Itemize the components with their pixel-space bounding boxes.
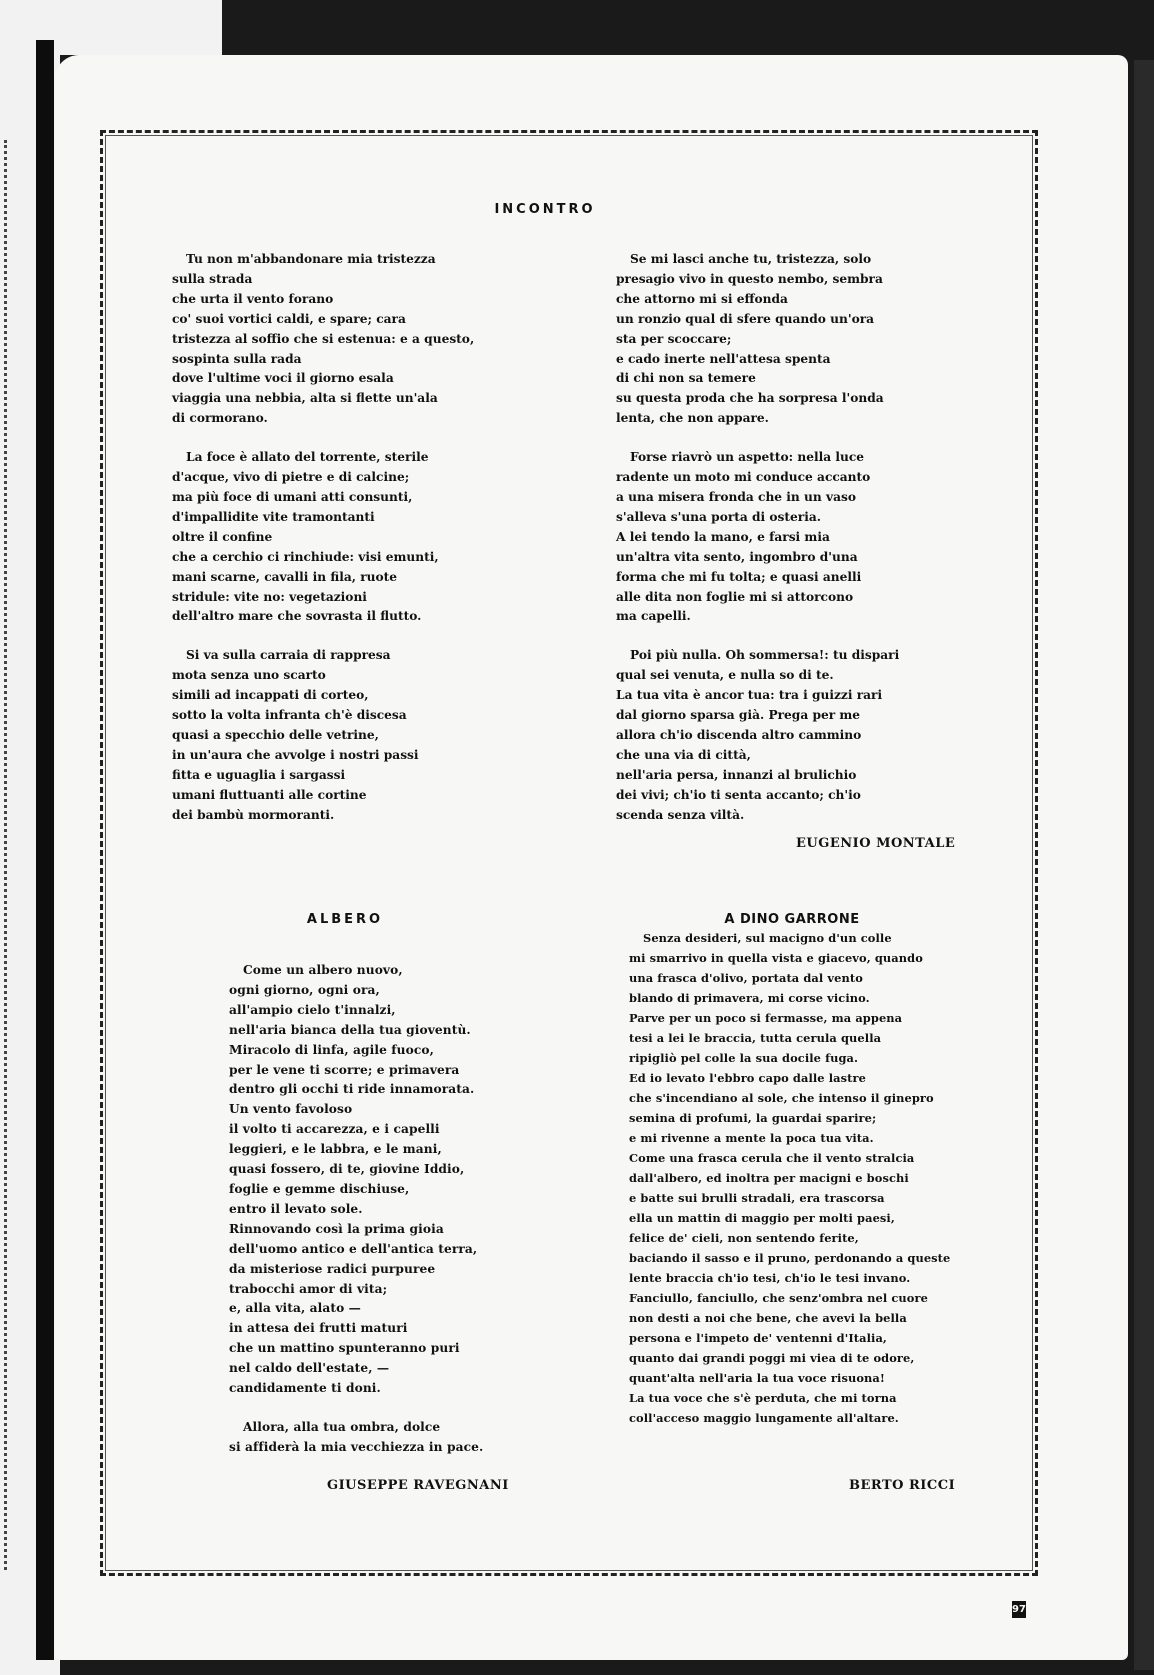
albero-line: che un mattino spunteranno puri bbox=[229, 1341, 460, 1356]
garrone-line: Ed io levato l'ebbro capo dalle lastre bbox=[629, 1071, 866, 1085]
incontro-title: INCONTRO bbox=[494, 202, 596, 217]
incontro-right-column bbox=[616, 250, 946, 844]
incontro-right-line: presagio vivo in questo nembo, sembra bbox=[616, 271, 883, 286]
incontro-right-line: nell'aria persa, innanzi al brulichio bbox=[616, 767, 857, 782]
incontro-left-line: co' suoi vortici caldi, e spare; cara bbox=[172, 311, 406, 326]
incontro-right-line: Forse riavrò un aspetto: nella luce bbox=[630, 450, 865, 465]
albero-line: trabocchi amor di vita; bbox=[229, 1281, 388, 1296]
albero-line: all'ampio cielo t'innalzi, bbox=[229, 1002, 396, 1017]
albero-poem bbox=[229, 961, 529, 1477]
garrone-line: persona e l'impeto de' ventenni d'Italia, bbox=[629, 1331, 887, 1345]
incontro-right-stanza bbox=[616, 646, 946, 825]
incontro-right-line: lenta, che non appare. bbox=[616, 411, 769, 426]
incontro-left-stanza bbox=[172, 646, 492, 825]
albero-line: Come un albero nuovo, bbox=[243, 963, 403, 977]
garrone-line: La tua voce che s'è perduta, che mi torna bbox=[629, 1391, 897, 1405]
incontro-left-line: d'impallidite vite tramontanti bbox=[172, 509, 375, 524]
garrone-line: ella un mattin di maggio per molti paesi, bbox=[629, 1211, 895, 1225]
incontro-left-line: sospinta sulla rada bbox=[172, 351, 302, 366]
garrone-line: tesi a lei le braccia, tutta cerula quella bbox=[629, 1031, 882, 1045]
albero-author: GIUSEPPE RAVEGNANI bbox=[327, 1478, 509, 1493]
incontro-left-stanza bbox=[172, 448, 492, 627]
albero-line: da misteriose radici purpuree bbox=[229, 1261, 436, 1276]
incontro-author: EUGENIO MONTALE bbox=[796, 836, 956, 851]
book-spine bbox=[36, 40, 54, 1660]
incontro-right-line: La tua vita è ancor tua: tra i guizzi rari bbox=[616, 688, 883, 703]
incontro-left-line: La foce è allato del torrente, sterile bbox=[186, 450, 429, 465]
incontro-right-line: e cado inerte nell'attesa spenta bbox=[616, 351, 831, 366]
garrone-line: e batte sui brulli stradali, era trascorsa bbox=[629, 1191, 885, 1205]
garrone-poem bbox=[629, 928, 949, 1447]
incontro-right-line: allora ch'io discenda altro cammino bbox=[616, 727, 862, 742]
incontro-left-line: in un'aura che avvolge i nostri passi bbox=[172, 747, 419, 762]
page-number: 97 bbox=[1012, 1601, 1026, 1618]
garrone-line: ripigliò pel colle la sua docile fuga. bbox=[629, 1051, 859, 1065]
incontro-left-stanza bbox=[172, 250, 492, 429]
garrone-title: A DINO GARRONE bbox=[724, 912, 860, 927]
adjacent-page-border bbox=[4, 140, 15, 1570]
incontro-left-line: dei bambù mormoranti. bbox=[172, 807, 335, 822]
incontro-right-line: dal giorno sparsa già. Prega per me bbox=[616, 708, 861, 723]
garrone-line: lente braccia ch'io tesi, ch'io le tesi invano. bbox=[629, 1271, 911, 1285]
garrone-line: una frasca d'olivo, portata dal vento bbox=[629, 971, 863, 985]
garrone-line: coll'acceso maggio lungamente all'altare. bbox=[629, 1411, 899, 1425]
garrone-line: mi smarrivo in quella vista e giacevo, quando bbox=[629, 951, 923, 965]
incontro-left-line: ma più foce di umani atti consunti, bbox=[172, 489, 413, 504]
incontro-right-line: che attorno mi si effonda bbox=[616, 291, 788, 306]
scan-right-edge bbox=[1134, 60, 1154, 1670]
incontro-left-line: Si va sulla carraia di rappresa bbox=[186, 648, 391, 663]
incontro-left-line: mota senza uno scarto bbox=[172, 668, 326, 683]
incontro-left-line: sulla strada bbox=[172, 271, 253, 286]
albero-line: nel caldo dell'estate, — bbox=[229, 1361, 390, 1376]
incontro-left-column bbox=[172, 250, 492, 844]
incontro-right-line: Se mi lasci anche tu, tristezza, solo bbox=[630, 252, 872, 266]
garrone-line: Fanciullo, fanciullo, che senz'ombra nel cuore bbox=[629, 1291, 928, 1305]
incontro-right-stanza bbox=[616, 448, 946, 627]
incontro-right-line: radente un moto mi conduce accanto bbox=[616, 470, 871, 485]
albero-title: ALBERO bbox=[306, 912, 384, 927]
albero-line: per le vene ti scorre; e primavera bbox=[229, 1062, 460, 1077]
garrone-line: blando di primavera, mi corse vicino. bbox=[629, 991, 870, 1005]
albero-line: Un vento favoloso bbox=[229, 1102, 353, 1117]
albero-line: Miracolo di linfa, agile fuoco, bbox=[229, 1042, 434, 1057]
garrone-line: semina di profumi, la guardai sparire; bbox=[629, 1111, 877, 1125]
incontro-left-line: stridule: vite no: vegetazioni bbox=[172, 589, 367, 604]
incontro-right-line: alle dita non foglie mi si attorcono bbox=[616, 589, 854, 604]
incontro-right-line: un ronzio qual di sfere quando un'ora bbox=[616, 311, 875, 326]
albero-line: il volto ti accarezza, e i capelli bbox=[229, 1122, 440, 1137]
incontro-left-line: fitta e uguaglia i sargassi bbox=[172, 767, 346, 782]
incontro-right-line: su questa proda che ha sorpresa l'onda bbox=[616, 391, 884, 406]
incontro-right-line: forma che mi fu tolta; e quasi anelli bbox=[616, 569, 862, 584]
albero-line: dentro gli occhi ti ride innamorata. bbox=[229, 1082, 475, 1097]
garrone-stanza bbox=[629, 928, 949, 1428]
incontro-right-line: dei vivi; ch'io ti senta accanto; ch'io bbox=[616, 787, 861, 802]
albero-line: entro il levato sole. bbox=[229, 1201, 363, 1216]
scan-left-edge bbox=[0, 0, 60, 1675]
incontro-right-line: ma capelli. bbox=[616, 609, 691, 624]
incontro-right-line: un'altra vita sento, ingombro d'una bbox=[616, 549, 858, 564]
incontro-left-line: umani fluttuanti alle cortine bbox=[172, 787, 367, 802]
incontro-left-line: di cormorano. bbox=[172, 411, 268, 426]
incontro-left-line: simili ad incappati di corteo, bbox=[172, 688, 369, 703]
albero-line: in attesa dei frutti maturi bbox=[229, 1321, 408, 1336]
garrone-author: BERTO RICCI bbox=[849, 1478, 956, 1493]
incontro-left-line: oltre il confine bbox=[172, 529, 273, 544]
garrone-line: non desti a noi che bene, che avevi la bella bbox=[629, 1311, 907, 1325]
albero-line: quasi fossero, di te, giovine Iddio, bbox=[229, 1162, 465, 1177]
albero-line: leggieri, e le labbra, e le mani, bbox=[229, 1142, 442, 1157]
albero-line: Rinnovando così la prima gioia bbox=[229, 1221, 444, 1236]
incontro-right-line: che una via di città, bbox=[616, 747, 751, 762]
incontro-right-stanza bbox=[616, 250, 946, 429]
albero-line: candidamente ti doni. bbox=[229, 1381, 381, 1396]
incontro-right-line: di chi non sa temere bbox=[616, 371, 756, 386]
incontro-right-line: qual sei venuta, e nulla so di te. bbox=[616, 668, 834, 683]
albero-line: nell'aria bianca della tua gioventù. bbox=[229, 1022, 471, 1037]
incontro-right-line: s'alleva s'una porta di osteria. bbox=[616, 509, 821, 524]
albero-line: e, alla vita, alato — bbox=[229, 1301, 361, 1316]
garrone-line: Come una frasca cerula che il vento stralcia bbox=[629, 1151, 915, 1165]
albero-stanza bbox=[229, 961, 529, 1399]
incontro-right-line: A lei tendo la mano, e farsi mia bbox=[616, 529, 830, 544]
albero-line: dell'uomo antico e dell'antica terra, bbox=[229, 1241, 478, 1256]
incontro-right-line: a una misera fronda che in un vaso bbox=[616, 489, 856, 504]
incontro-left-line: tristezza al soffio che si estenua: e a questo, bbox=[172, 331, 475, 346]
albero-stanza bbox=[229, 1418, 529, 1458]
garrone-line: che s'incendiano al sole, che intenso il ginepro bbox=[629, 1091, 934, 1105]
incontro-left-line: che urta il vento forano bbox=[172, 291, 334, 306]
incontro-right-line: Poi più nulla. Oh sommersa!: tu dispari bbox=[630, 648, 900, 663]
garrone-line: baciando il sasso e il pruno, perdonando a queste bbox=[629, 1251, 951, 1265]
incontro-left-line: dove l'ultime voci il giorno esala bbox=[172, 371, 394, 386]
incontro-left-line: Tu non m'abbandonare mia tristezza bbox=[186, 252, 436, 266]
incontro-left-line: viaggia una nebbia, alta si flette un'ala bbox=[172, 391, 438, 406]
garrone-line: felice de' cieli, non sentendo ferite, bbox=[629, 1231, 859, 1245]
albero-line: si affiderà la mia vecchiezza in pace. bbox=[229, 1439, 484, 1454]
incontro-left-line: mani scarne, cavalli in fila, ruote bbox=[172, 569, 398, 584]
garrone-line: Senza desideri, sul macigno d'un colle bbox=[643, 931, 892, 945]
incontro-left-line: che a cerchio ci rinchiude: visi emunti, bbox=[172, 549, 439, 564]
albero-line: ogni giorno, ogni ora, bbox=[229, 982, 380, 997]
incontro-left-line: d'acque, vivo di pietre e di calcine; bbox=[172, 470, 410, 485]
garrone-line: dall'albero, ed inoltra per macigni e boschi bbox=[629, 1171, 909, 1185]
incontro-left-line: sotto la volta infranta ch'è discesa bbox=[172, 708, 407, 723]
garrone-line: quant'alta nell'aria la tua voce risuona! bbox=[629, 1371, 886, 1385]
garrone-line: e mi rivenne a mente la poca tua vita. bbox=[629, 1131, 874, 1145]
albero-line: foglie e gemme dischiuse, bbox=[229, 1181, 410, 1196]
garrone-line: quanto dai grandi poggi mi viea di te odore, bbox=[629, 1351, 915, 1365]
incontro-right-line: sta per scoccare; bbox=[616, 331, 732, 346]
incontro-right-line: scenda senza viltà. bbox=[616, 807, 745, 822]
incontro-left-line: dell'altro mare che sovrasta il flutto. bbox=[172, 609, 422, 624]
albero-line: Allora, alla tua ombra, dolce bbox=[243, 1419, 441, 1434]
garrone-line: Parve per un poco si fermasse, ma appena bbox=[629, 1011, 903, 1025]
incontro-left-line: quasi a specchio delle vetrine, bbox=[172, 727, 379, 742]
